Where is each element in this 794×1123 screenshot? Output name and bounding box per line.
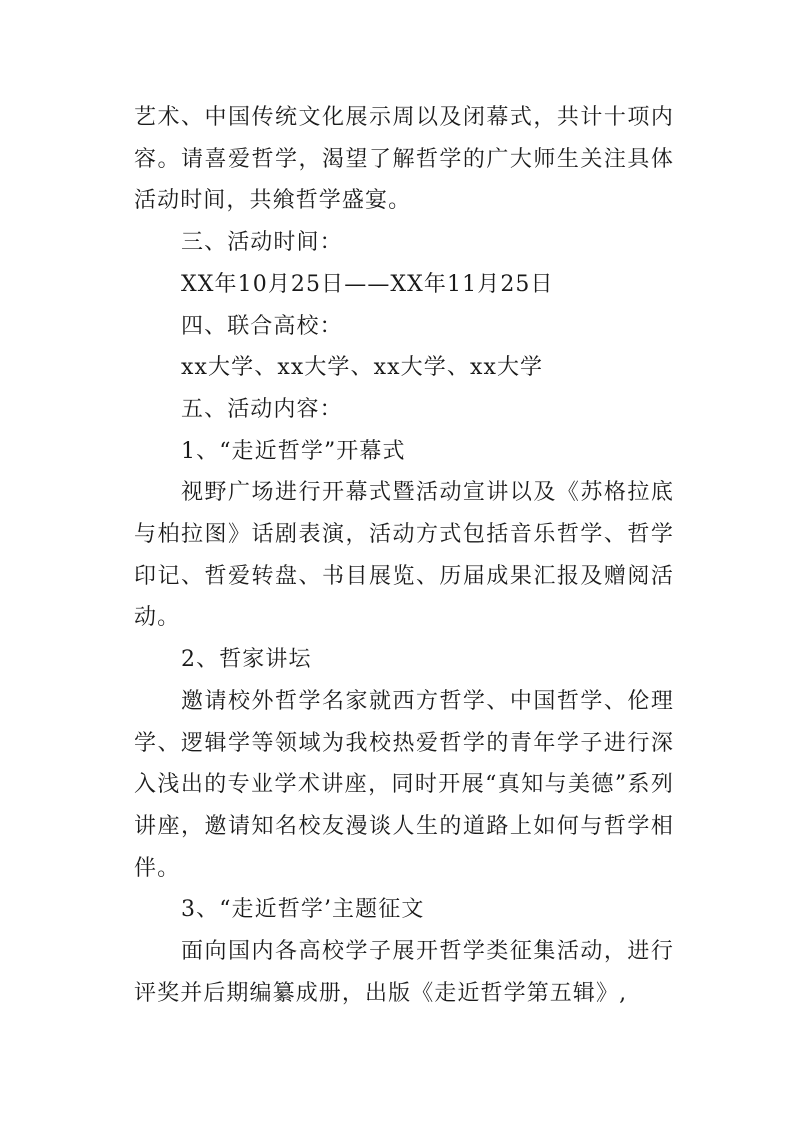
item-heading-lecture: 2、哲家讲坛 (181, 647, 312, 673)
section-heading-content: 五、活动内容： (181, 396, 343, 422)
paragraph-continuation: 艺术、中国传统文化展示周以及闭幕式，共计十项内容。请喜爱哲学，渴望了解哲学的广大师生关注具体活动时间，共飨哲学盛宴。 (134, 105, 674, 214)
university-list: xx大学、xx大学、xx大学、xx大学 (181, 355, 544, 381)
item-body-essay: 面向国内各高校学子展开哲学类征集活动，进行评奖并后期编纂成册，出版《走近哲学第五辑》, (134, 939, 674, 1006)
item-heading-essay: 3、“走近哲学’主题征文 (181, 897, 425, 923)
activity-dates: XX年10月25日——XX年11月25日 (181, 271, 554, 297)
item-body-opening: 视野广场进行开幕式暨活动宣讲以及《苏格拉底与柏拉图》话剧表演，活动方式包括音乐哲学、哲学印记、哲爱转盘、书目展览、历届成果汇报及赠阅活动。 (134, 480, 674, 631)
section-heading-time: 三、活动时间： (181, 230, 343, 256)
section-heading-universities: 四、联合高校： (181, 313, 343, 339)
document-body (134, 97, 674, 1014)
item-body-lecture: 邀请校外哲学名家就西方哲学、中国哲学、伦理学、逻辑学等领域为我校热爱哲学的青年学子进行深入浅出的专业学术讲座，同时开展“真知与美德”系列讲座，邀请知名校友漫谈人生的道路上如何与哲学相伴。 (134, 688, 674, 881)
item-heading-opening: 1、“走近哲学”开幕式 (181, 438, 406, 464)
